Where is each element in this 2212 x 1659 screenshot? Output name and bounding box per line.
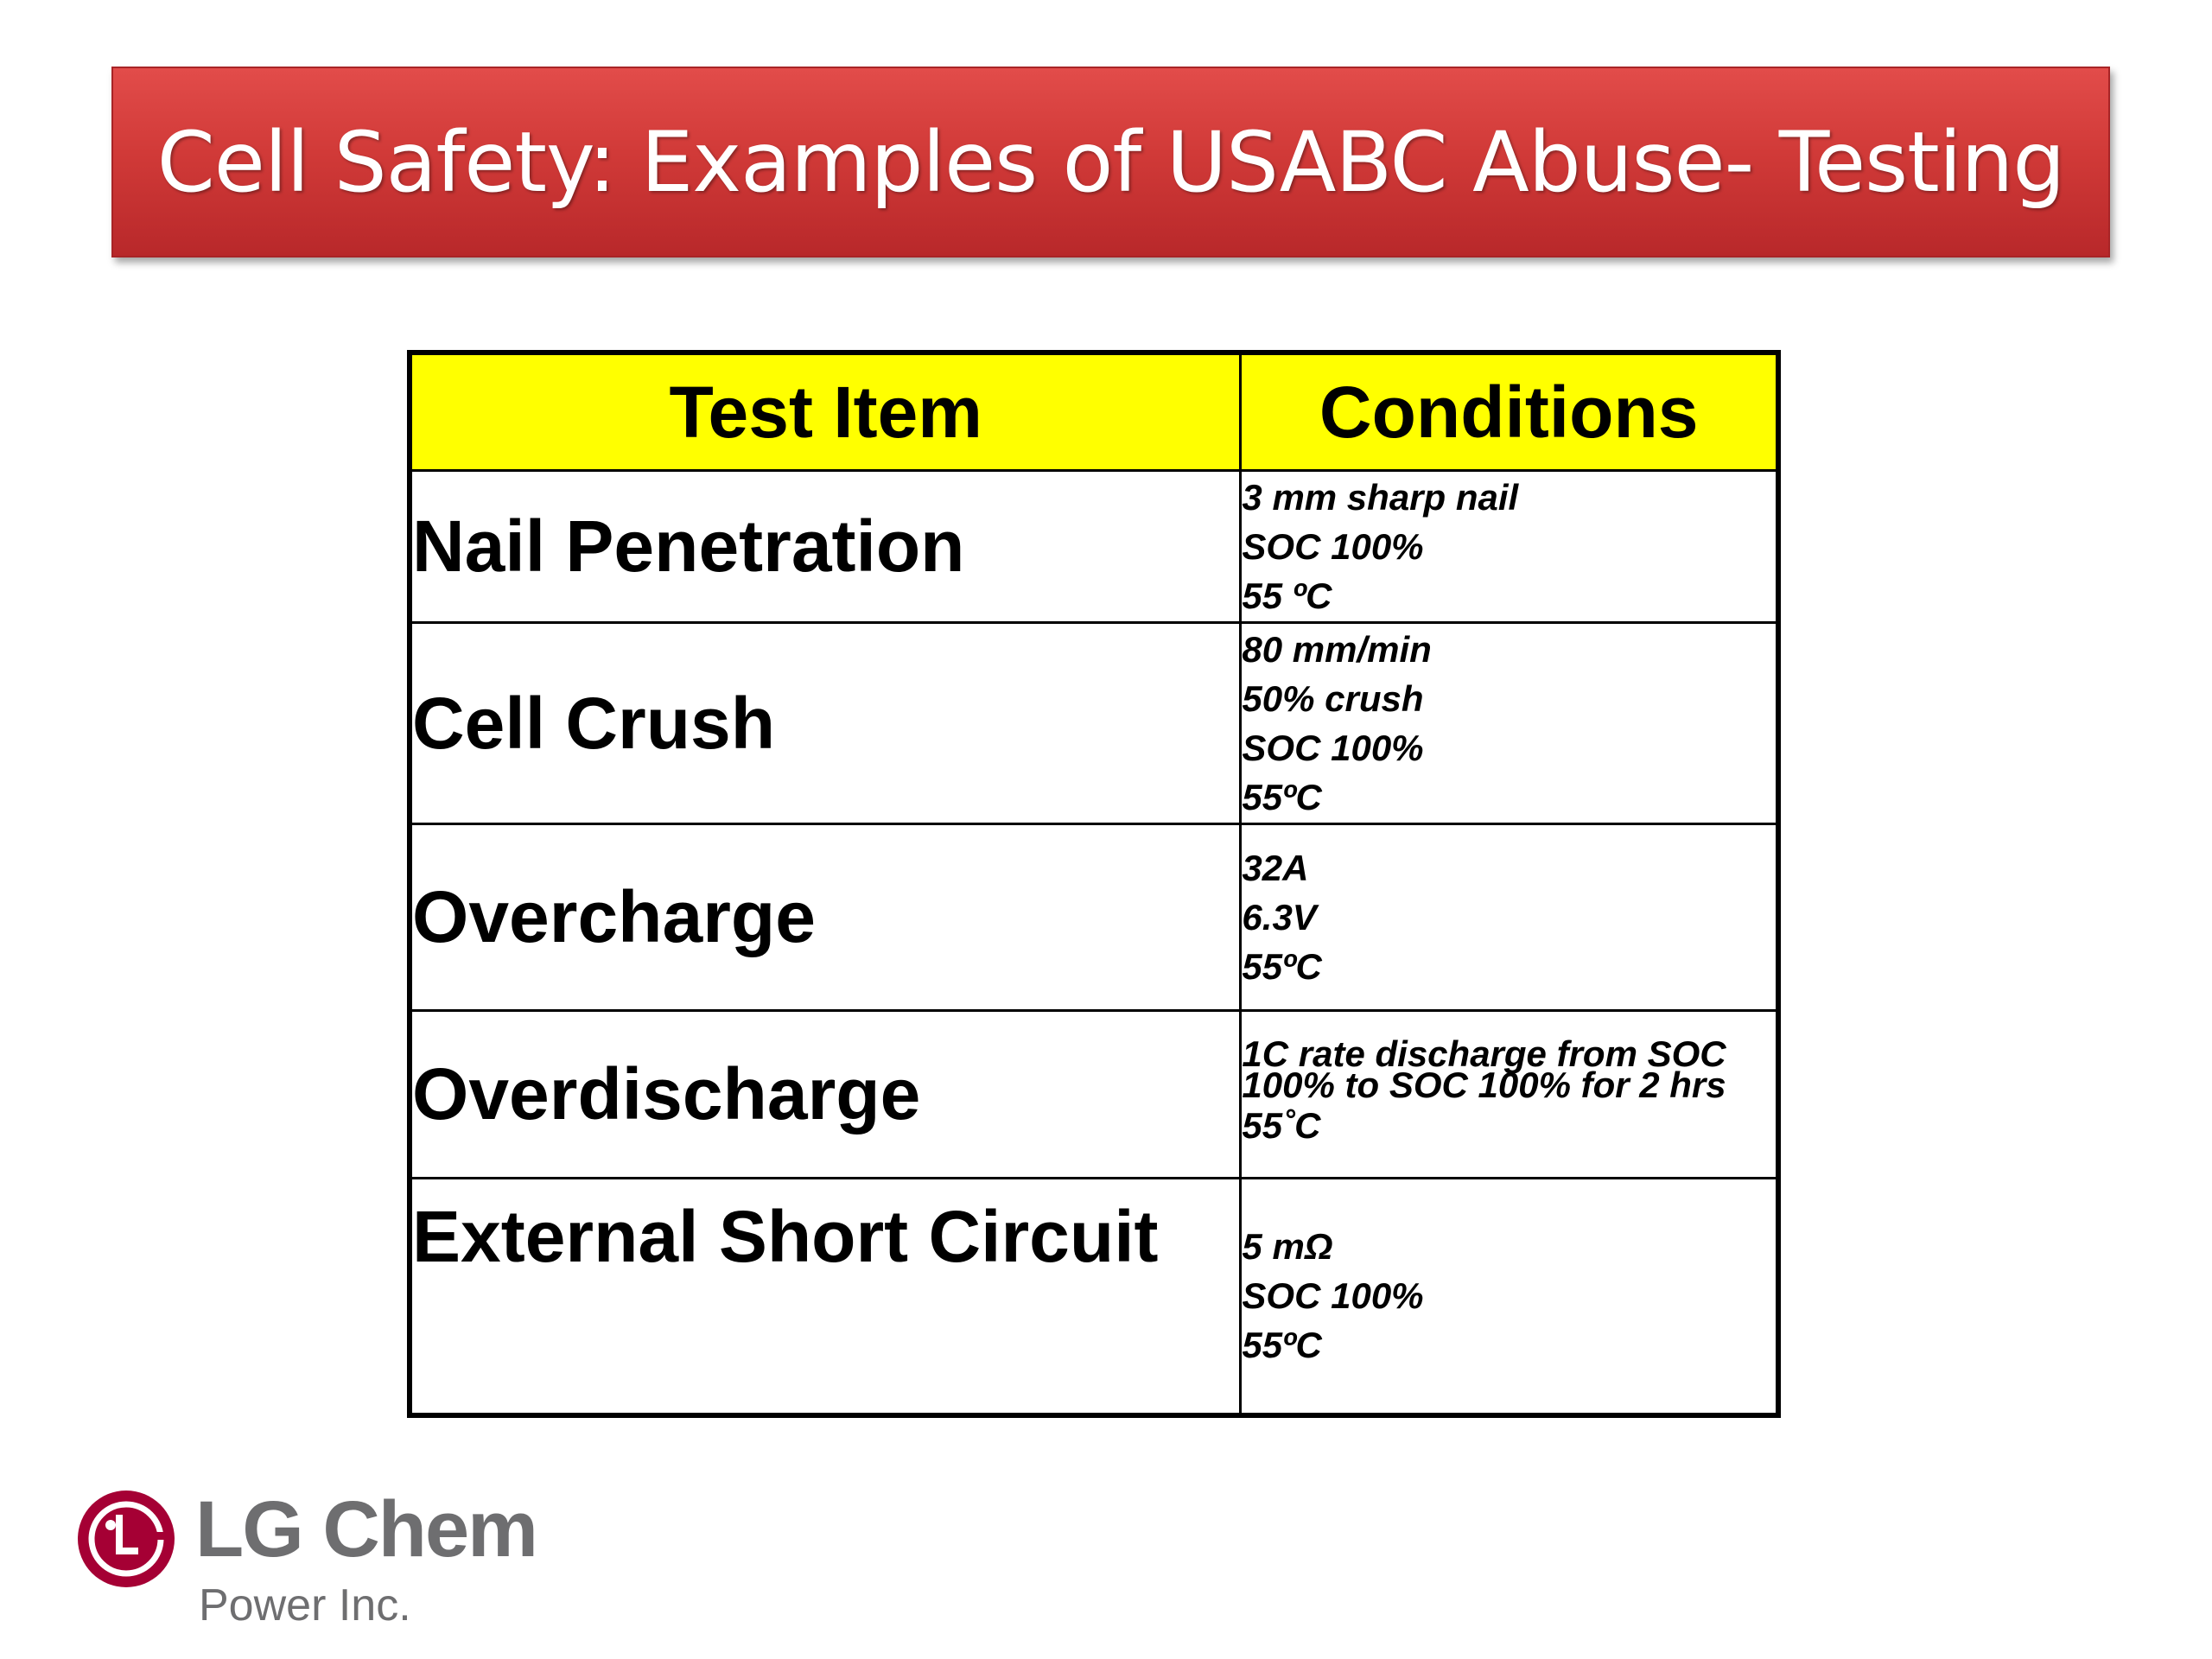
header-test-item: Test Item xyxy=(410,353,1241,471)
title-banner xyxy=(111,67,2110,257)
condition-line: 6.3V xyxy=(1242,897,1317,938)
conditions-cell xyxy=(1241,471,1778,623)
table-row xyxy=(410,471,1778,623)
slide-title: Cell Safety: Examples of USABC Abuse- Testing xyxy=(156,113,2065,211)
test-item-cell: Cell Crush xyxy=(410,623,1241,824)
condition-line: 55ºC xyxy=(1242,946,1322,987)
company-logo xyxy=(76,1484,577,1631)
logo-name: LG Chem xyxy=(195,1485,537,1573)
header-conditions: Conditions xyxy=(1241,353,1778,471)
condition-line: SOC 100% xyxy=(1242,1275,1424,1317)
table-header-row xyxy=(410,353,1778,471)
condition-line: 1C rate discharge from SOC 100% to SOC 100% for 2 hrs xyxy=(1242,1033,1726,1105)
condition-line: 55 ºC xyxy=(1242,575,1332,616)
condition-line: 50% crush xyxy=(1242,678,1424,719)
test-item-cell: External Short Circuit xyxy=(410,1179,1241,1415)
test-item-cell: Nail Penetration xyxy=(410,471,1241,623)
condition-line: SOC 100% xyxy=(1242,728,1424,768)
logo-subtitle: Power Inc. xyxy=(199,1580,411,1630)
condition-line: 80 mm/min xyxy=(1242,629,1432,670)
lg-face-icon xyxy=(76,1489,176,1589)
table-row xyxy=(410,1179,1778,1415)
condition-line: SOC 100% xyxy=(1242,526,1424,567)
table-row xyxy=(410,824,1778,1011)
condition-line: 3 mm sharp nail xyxy=(1242,477,1519,518)
condition-line: 55ºC xyxy=(1242,777,1322,817)
abuse-test-table xyxy=(407,350,1781,1418)
table-row xyxy=(410,623,1778,824)
conditions-cell xyxy=(1241,824,1778,1011)
conditions-cell xyxy=(1241,1011,1778,1179)
condition-line: 55˚C xyxy=(1242,1105,1321,1146)
condition-line: 32A xyxy=(1242,848,1309,888)
condition-line: 55ºC xyxy=(1242,1325,1322,1366)
conditions-cell xyxy=(1241,1179,1778,1415)
table-row xyxy=(410,1011,1778,1179)
test-item-cell: Overdischarge xyxy=(410,1011,1241,1179)
test-item-cell: Overcharge xyxy=(410,824,1241,1011)
condition-line: 5 mΩ xyxy=(1242,1226,1333,1268)
conditions-cell xyxy=(1241,623,1778,824)
